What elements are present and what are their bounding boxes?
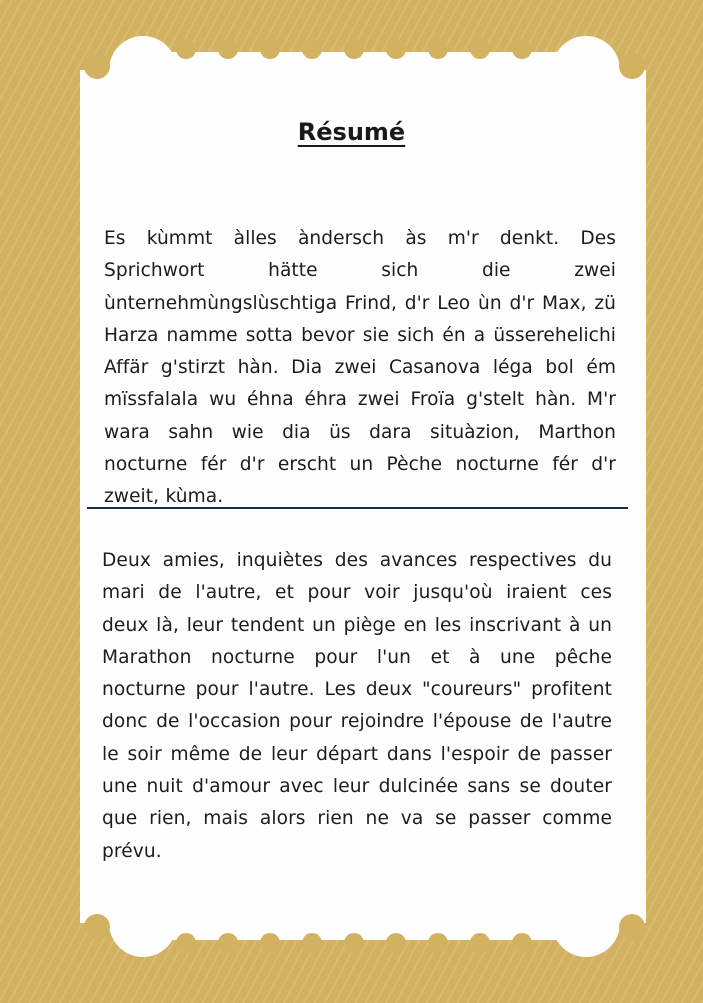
section-divider [87,507,628,509]
summary-paragraph-french: Deux amies, inquiètes des avances respectives du mari de l'autre, et pour voir jusqu'où iraient ces deux là, leur tendent un piège en les inscrivant à un Marathon nocturne pour l'un et à une pêche nocturne pour l'autre. Les deux "coureurs" profitent donc de l'occasion pour rejoindre l'épouse de l'autre le soir même de leur départ dans l'espoir de passer une nuit d'amour avec leur dulcinée sans se douter que rien, mais alors rien ne va se passer comme prévu. [102,550,612,862]
summary-paragraph-alsatian: Es kùmmt àlles àndersch às m'r denkt. Des Sprichwort hätte sich die zwei ùnternehmùngslùschtiga Frind, d'r Leo ùn d'r Max, zü Harza namme sotta bevor sie sich én a üsserehelichi Affär g'stirzt hàn. Dia zwei Casanova léga bol ém mïssfalala wu éhna éhra zwei Froïa g'stelt hàn. M'r wara sahn wie dia üs dara situàzion, Marthon nocturne fér d'r erscht un Pèche nocturne fér d'r zweit, kùma. [104,228,616,508]
page-title: Résumé [297,118,406,146]
